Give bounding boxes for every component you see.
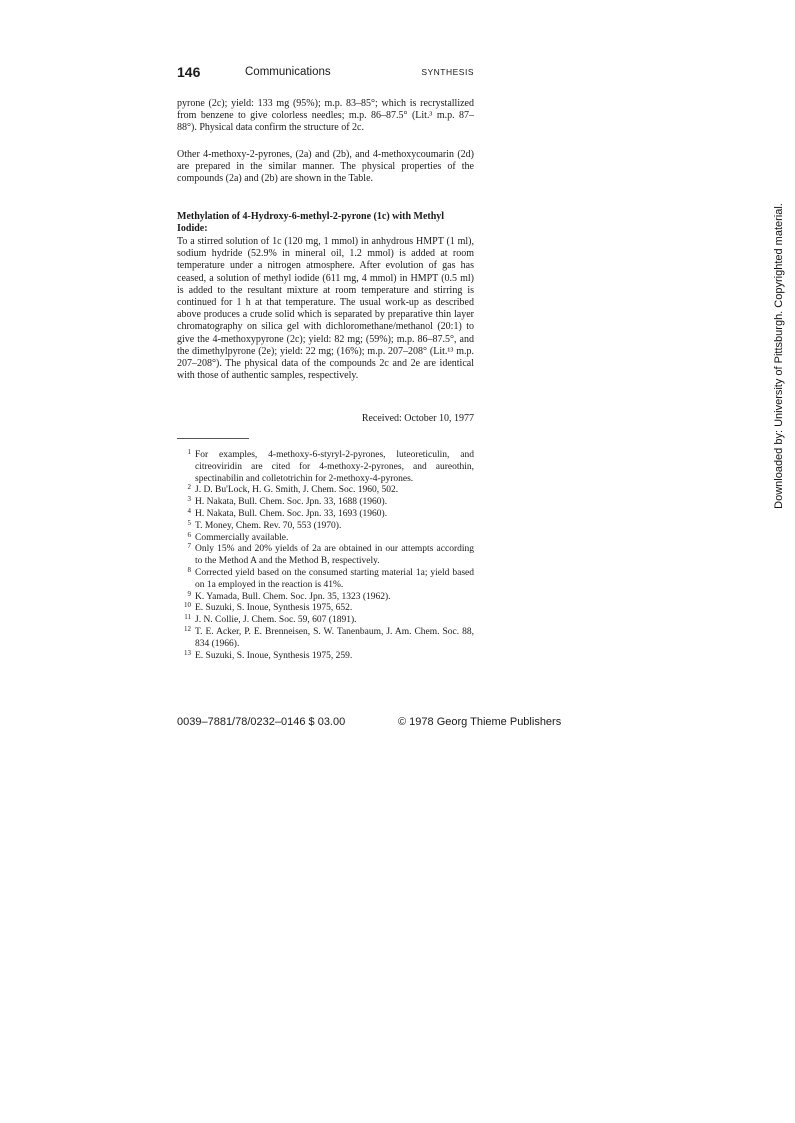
footnote [177, 530, 474, 545]
footnote-number: 2 [187, 483, 191, 492]
footnote-number: 6 [187, 530, 191, 539]
body-paragraph: To a stirred solution of 1c (120 mg, 1 mmol) in anhydrous HMPT (1 ml), sodium hydride (52.9% in mineral oil, 1.2 mmol) is added at room temperature under a nitrogen atmosphere. After evolution of gas has ceased, a solution of methyl iodide (611 mg, 4 mmol) in HMPT (0.5 ml) is added to the resultant mixture at room temperature and stirring is continued for 1 h at that temperature. The usual work-up as described above produces a crude solid which is separated by preparative thin layer chromatography on silica gel with dichloromethane/methanol (20:1) to give the 4-methoxypyrone (2c); yield: 82 mg; (59%); m.p. 86–87.5°, and the dimethylpyrone (2e); yield: 22 mg; (16%); m.p. 207–208° (Lit.¹³ m.p. 207–208°). The physical data of the compounds 2c and 2e are identical with those of authentic samples, respectively. [177, 236, 474, 382]
footnote-text: T. Money, Chem. Rev. 70, 553 (1970). [195, 520, 342, 531]
footnote-text: H. Nakata, Bull. Chem. Soc. Jpn. 33, 1688 (1960). [195, 497, 388, 508]
footnote [177, 450, 474, 485]
footnote-text: For examples, 4-methoxy-6-styryl-2-pyrones, luteoreticulin, and citreoviridin are cited for 4-methoxy-2-pyrones, and aureothin, spectinabilin and colletotrichin for 2-methoxy-4-pyrones. [195, 450, 474, 484]
footnote-number: 7 [187, 542, 191, 551]
footnote [177, 485, 474, 497]
footnote [177, 565, 474, 592]
received-date: Received: October 10, 1977 [361, 413, 474, 424]
footnote-text: J. D. Bu'Lock, H. G. Smith, J. Chem. Soc. 1960, 502. [195, 485, 399, 496]
footnote [177, 589, 474, 604]
footnote-number: 8 [187, 565, 191, 574]
footnote-text: Only 15% and 20% yields of 2a are obtained in our attempts according to the Method A and the Method B, respectively. [195, 544, 474, 567]
footnote-text: H. Nakata, Bull. Chem. Soc. Jpn. 33, 1693 (1960). [195, 508, 388, 519]
footnote-number: 13 [184, 648, 191, 657]
footnote [177, 506, 474, 521]
footnote-text: E. Suzuki, S. Inoue, Synthesis 1975, 259. [195, 650, 353, 661]
footnote-text: Commercially available. [195, 532, 289, 543]
footnote-number: 10 [184, 601, 191, 610]
footnote [177, 518, 474, 533]
download-watermark: Downloaded by: University of Pittsburgh. Copyrighted material. [773, 203, 785, 509]
page-number: 146 [177, 64, 201, 80]
footnote-text: Corrected yield based on the consumed starting material 1a; yield based on 1a employed in the reaction is 41%. [195, 567, 474, 590]
body-paragraph: pyrone (2c); yield: 133 mg (95%); m.p. 83–85°; which is recrystallized from benzene to give colorless needles; m.p. 86–87.5° (Lit.³ m.p. 87–88°). Physical data confirm the structure of 2c. [177, 98, 474, 134]
footnote-number: 4 [187, 506, 191, 515]
page-header [177, 64, 474, 80]
section-title: Communications [245, 66, 331, 78]
footnote [177, 603, 474, 615]
footnote-number: 1 [187, 448, 191, 456]
journal-name: SYNTHESIS [421, 67, 474, 77]
footnote [177, 615, 474, 627]
body-paragraph: Other 4-methoxy-2-pyrones, (2a) and (2b), and 4-methoxycoumarin (2d) are prepared in the similar manner. The physical properties of the compounds (2a) and (2b) are shown in the Table. [177, 149, 474, 185]
footnote-number: 12 [184, 624, 191, 633]
price-code: 0039–7881/78/0232–0146 $ 03.00 [177, 716, 346, 728]
footnote-text: K. Yamada, Bull. Chem. Soc. Jpn. 35, 1323 (1962). [195, 591, 391, 602]
footnote-number: 5 [187, 518, 191, 527]
footnote-text: E. Suzuki, S. Inoue, Synthesis 1975, 652. [195, 603, 353, 614]
footnote-text: J. N. Collie, J. Chem. Soc. 59, 607 (1891). [195, 615, 357, 626]
footnote-number: 3 [187, 495, 191, 504]
footnote-divider [177, 438, 249, 439]
footnote-list [177, 450, 474, 662]
footnote [177, 544, 474, 568]
footnote [177, 624, 474, 651]
footnote [177, 648, 474, 663]
footnote-number: 9 [187, 589, 191, 598]
procedure-heading: Methylation of 4-Hydroxy-6-methyl-2-pyrone (1c) with Methyl Iodide: [177, 211, 445, 235]
footnote-text: T. E. Acker, P. E. Brenneisen, S. W. Tanenbaum, J. Am. Chem. Soc. 88, 834 (1966). [195, 626, 474, 649]
copyright-notice: © 1978 Georg Thieme Publishers [398, 716, 562, 728]
footnote-number: 11 [184, 613, 191, 622]
footnote [177, 497, 474, 509]
